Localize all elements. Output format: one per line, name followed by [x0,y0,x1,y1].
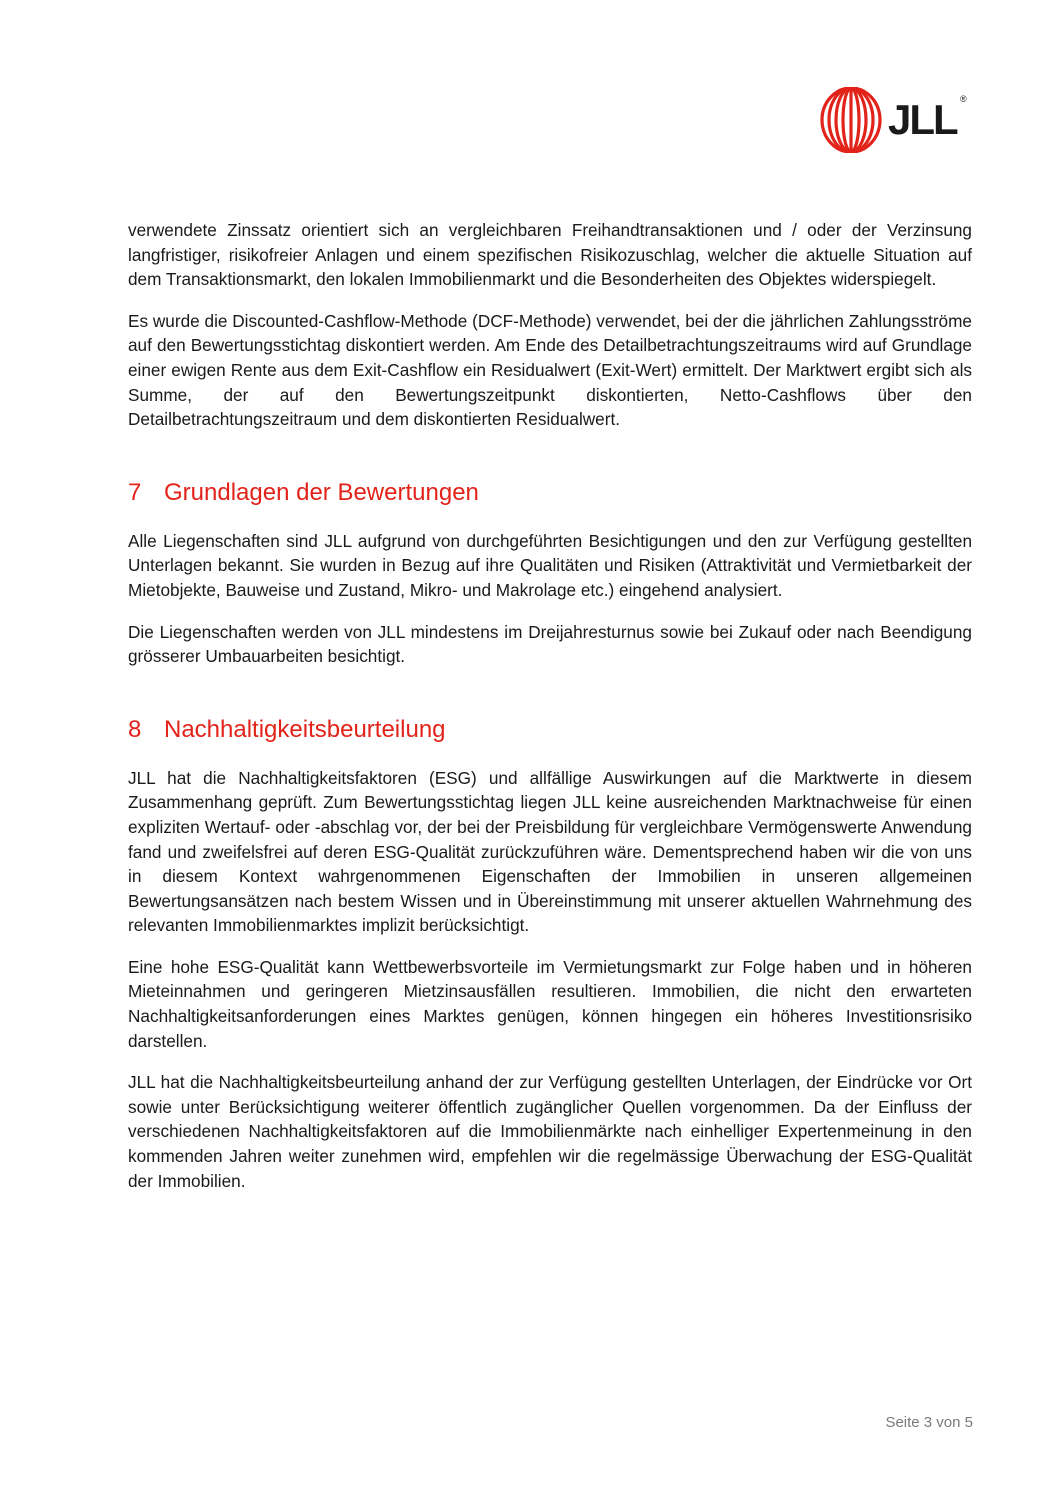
jll-logo-text: JLL ® [888,94,967,143]
section-heading-8 [128,714,972,746]
section-7-paragraph-1: Alle Liegenschaften sind JLL aufgrund von durchgeführten Besichtigungen und den zur Verfügung gestellten Unterlagen bekannt. Sie wurden in Bezug auf ihre Qualitäten und Risiken (Attraktivität und Vermietbarkeit der Mietobjekte, Bauweise und Zustand, Mikro- und Makrolage etc.) eingehend analysiert. [128,530,972,600]
intro-paragraph-2: Es wurde die Discounted-Cashflow-Methode (DCF-Methode) verwendet, bei der die jährlichen Zahlungsströme auf den Bewertungsstichtag diskontiert werden. Am Ende des Detailbetrachtungszeitraums wird auf Grundlage einer ewigen Rente aus dem Exit-Cashflow ein Residualwert (Exit-Wert) ermittelt. Der Marktwert ergibt sich als Summe, der auf den Bewertungszeitpunkt diskontierten, Netto-Cashflows über den Detailbetrachtungszeitraum und dem diskontierten Residualwert. [128,310,972,430]
section-number: 8 [128,715,142,743]
section-7-paragraph-2: Die Liegenschaften werden von JLL mindestens im Dreijahresturnus sowie bei Zukauf oder nach Beendigung grösserer Umbauarbeiten besichtigt. [128,621,972,667]
page-content [128,218,972,1210]
section-number: 7 [128,478,142,506]
section-8-paragraph-3: JLL hat die Nachhaltigkeitsbeurteilung anhand der zur Verfügung gestellten Unterlagen, der Eindrücke vor Ort sowie unter Berücksichtigung weiterer öffentlich zugänglicher Quellen vorgenommen. Da der Einfluss der verschiedenen Nachhaltigkeitsfaktoren auf die Immobilienmärkte nach einhelliger Expertenmeinung in den kommenden Jahren weiter zunehmen wird, empfehlen wir die regelmässige Überwachung der ESG-Qualität der Immobilien. [128,1072,972,1191]
page-number: Seite 3 von 5 [885,1414,973,1431]
intro-paragraph-1: verwendete Zinssatz orientiert sich an vergleichbaren Freihandtransaktionen und / oder der Verzinsung langfristiger, risikofreier Anlagen und einem spezifischen Risikozuschlag, welcher die aktuelle Situation auf dem Transaktionsmarkt, den lokalen Immobilienmarkt und die Besonderheiten des Objektes widerspiegelt. [128,220,972,290]
jll-globe-icon [820,87,882,153]
section-title: Grundlagen der Bewertungen [164,478,479,506]
section-heading-7 [128,477,972,509]
section-8-paragraph-2: Eine hohe ESG-Qualität kann Wettbewerbsvorteile im Vermietungsmarkt zur Folge haben und in höheren Mieteinnahmen und geringeren Mietzinsausfällen resultieren. Immobilien, die nicht den erwarteten Nachhaltigkeitsanforderungen eines Marktes genügen, können hingegen ein höheres Investitionsrisiko darstellen. [128,956,972,1051]
jll-logo [820,84,980,156]
registered-mark: ® [960,94,967,104]
section-title: Nachhaltigkeitsbeurteilung [164,715,446,743]
section-8-paragraph-1: JLL hat die Nachhaltigkeitsfaktoren (ESG) und allfällige Auswirkungen auf die Marktwerte in diesem Zusammenhang geprüft. Zum Bewertungsstichtag liegen JLL keine ausreichenden Marktnachweise für einen expliziten Wertauf- oder -abschlag vor, der bei der Preisbildung für vergleichbare Vermögenswerte Anwendung fand und zweifelsfrei auf deren ESG-Qualität zurückzuführen wäre. Dementsprechend haben wir die von uns in diesem Kontext wahrgenommenen Eigenschaften der Immobilien in unseren allgemeinen Bewertungsansätzen nach bestem Wissen und in Übereinstimmung mit unserer aktuellen Wahrnehmung des relevanten Immobilienmarktes implizit berücksichtigt. [128,767,972,936]
